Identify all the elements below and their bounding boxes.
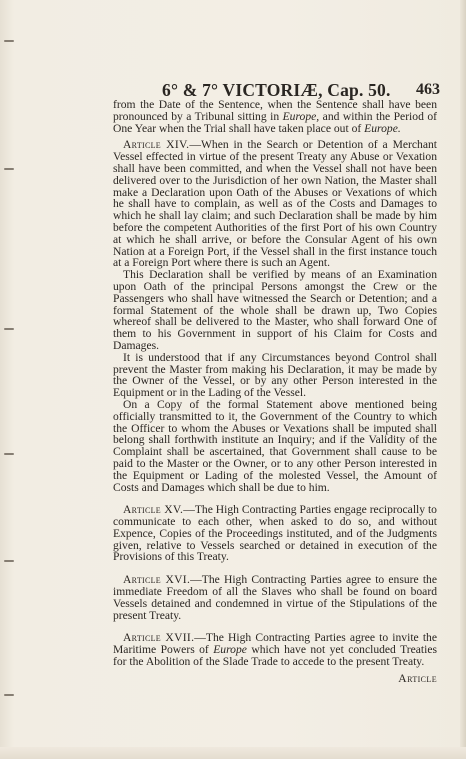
article-text: which have not yet concluded Treaties for the Abolition of the Slade Trade to accede to the present Treaty. bbox=[113, 643, 437, 669]
page-number: 463 bbox=[416, 81, 440, 98]
paragraph: It is understood that if any Circumstances beyond Control shall prevent the Master from making his Declaration, it may be made by the Owner of the Vessel, or by any other Person interested in the Equipment or in the Lading of the Vessel. bbox=[113, 350, 437, 400]
gutter-mark bbox=[4, 560, 14, 562]
place-name: Europe, bbox=[282, 109, 320, 123]
paragraph-text: and within the Period of One Year when the Trial shall have taken place out of bbox=[113, 109, 437, 135]
article-text: —The High Contracting Parties engage reciprocally to communicate to each other, when asked to do so, and without Expence, Copies of the Proceedings instituted, and of the Judgments given, relative to Vessels searched or detained in execution of the Provisions of this Treaty. bbox=[113, 503, 437, 564]
body-text bbox=[113, 99, 437, 685]
paragraph: On a Copy of the formal Statement above mentioned being officially transmitted to it, the Government of the Country to which the Officer to whom the Abuses or Vexations shall be imputed shall belong shall forthwith institute an Inquiry; and if the Validity of the Complaint shall be ascertained, that Government shall cause to be paid to the Master or the Owner, or to any other Person interested in the Equipment or Lading of the molested Vessel, the Amount of Costs and Damages which shall be due to him. bbox=[113, 397, 437, 494]
gutter-mark bbox=[4, 453, 14, 455]
article-xv bbox=[113, 504, 437, 563]
article-label: Article XVII. bbox=[123, 631, 195, 645]
gutter-mark bbox=[4, 40, 14, 42]
running-title: 6° & 7° VICTORIÆ, Cap. 50. bbox=[162, 80, 391, 100]
article-label: Article XVI. bbox=[123, 573, 191, 587]
article-text: —The High Contracting Parties agree to invite the Maritime Powers of bbox=[113, 631, 437, 657]
gutter-mark bbox=[4, 168, 14, 170]
article-label: Article XV. bbox=[123, 503, 184, 517]
paragraph-continuation bbox=[113, 99, 437, 134]
gutter-mark bbox=[4, 328, 14, 330]
gutter-mark bbox=[4, 694, 14, 696]
place-name: Europe. bbox=[364, 121, 401, 135]
paragraph: This Declaration shall be verified by means of an Examination upon Oath of the principal Persons amongst the Crew or the Passengers who shall have witnessed the Search or Detention; and a formal Statement of the whole shall be drawn up, Two Copies whereof shall be delivered to the Master, who shall forward One of them to his Government in support of his Claim for Costs and Damages. bbox=[113, 268, 437, 352]
article-xiv bbox=[113, 139, 437, 269]
article-xvii bbox=[113, 632, 437, 667]
catchword: Article bbox=[398, 671, 437, 685]
article-text: —When in the Search or Detention of a Merchant Vessel effected in virtue of the present Treaty any Abuse or Vexation shall have been committed, and when the Vessel shall not have been delivered over to the Jurisdiction of her own Nation, the Master shall make a Declaration upon Oath of the Abuses or Vexations of which he shall have to complain, as well as of the Costs and Damages to which he shall lay claim; and such Declaration shall be made by him before the competent Authorities of the first Port of his own Country at which he shall arrive, or before the Consular Agent of his own Nation at a Foreign Port, if the Vessel shall in the first instance touch at a Foreign Port where there is such an Agent. bbox=[113, 138, 437, 270]
page-edge bbox=[460, 0, 466, 759]
place-name: Europe bbox=[213, 643, 247, 657]
article-label: Article XIV. bbox=[123, 138, 190, 152]
article-text: —The High Contracting Parties agree to ensure the immediate Freedom of all the Slaves who shall be found on board Vessels detained and condemned in virtue of the Stipulations of the present Treaty. bbox=[113, 573, 437, 622]
page-bottom-edge bbox=[0, 747, 466, 759]
article-xvi bbox=[113, 574, 437, 621]
paragraph-text: from the Date of the Sentence, when the Sentence shall have been pronounced by a Tribunal sitting in bbox=[113, 98, 437, 123]
